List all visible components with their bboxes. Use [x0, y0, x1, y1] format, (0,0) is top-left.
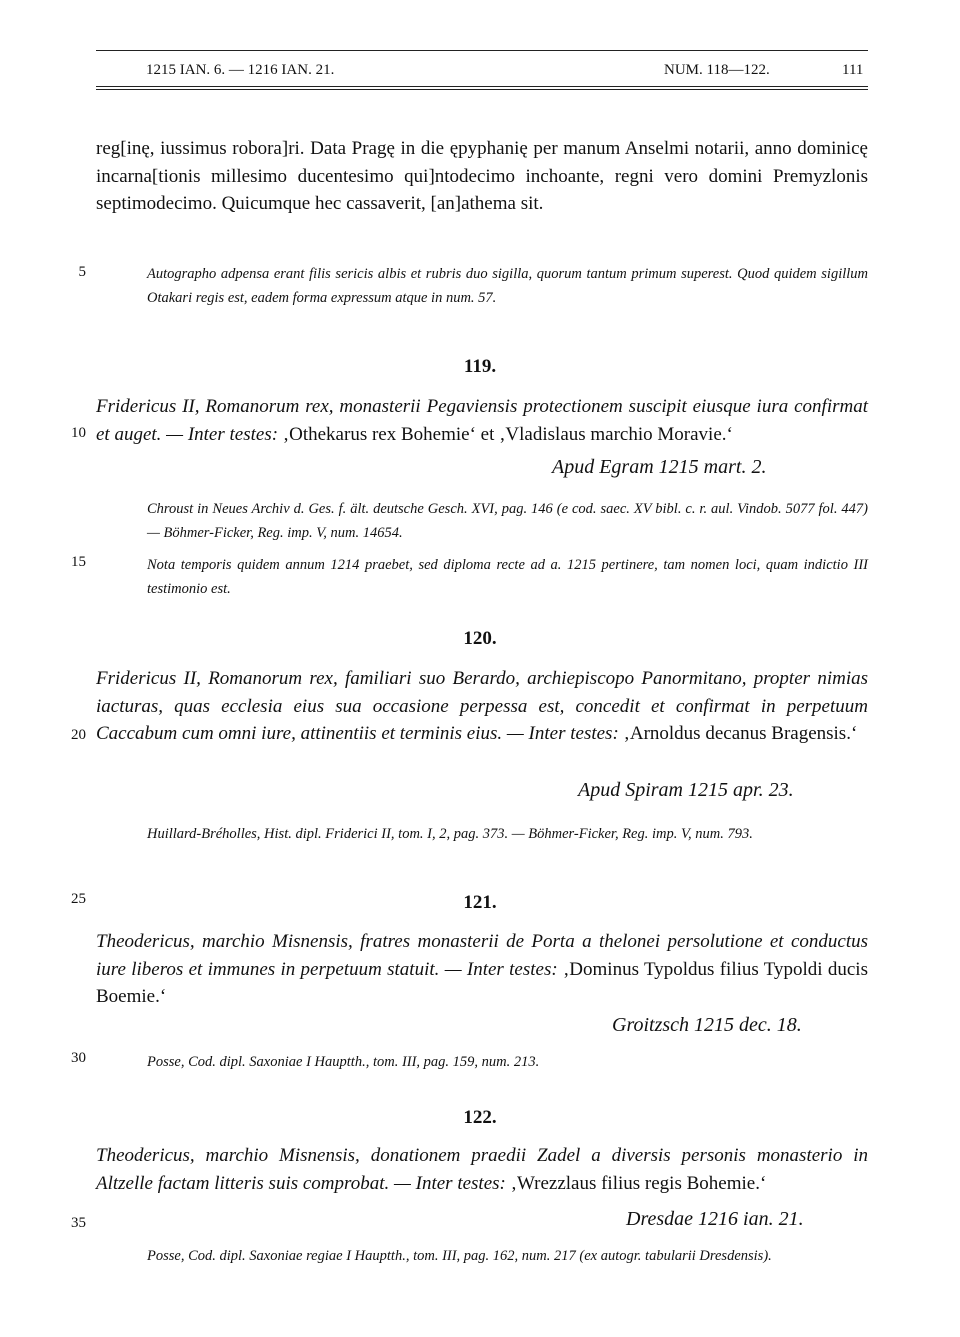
entry-summary: Theodericus, marchio Misnensis, fratres monasterii de Porta a thelonei persolutione et conductus iure liberos et immunes in perpetuum statuit. — Inter testes:: [96, 931, 868, 980]
entry-note: Nota temporis quidem annum 1214 praebet, sed diploma recte ad a. 1215 pertinere, tam nomen loci, quam indictio III testimonio est.: [147, 557, 868, 597]
entry-place-date: Groitzsch 1215 dec. 18.: [612, 1014, 802, 1036]
intro-text: reg[inę, iussimus robora]ri. Data Pragę in die ępyphanię per manum Anselmi notarii, anno dominicę incarna[tionis millesimo ducentesimo qui]ntodecimo inchoante, regni vero domini Premyzlonis septimodecimo. Quicumque hec cassaverit, [an]athema sit.: [96, 138, 868, 214]
line-number: 20: [71, 727, 86, 743]
entry-witness: ‚Arnoldus decanus Bragensis.‘: [623, 723, 858, 744]
entry-note: Huillard-Bréholles, Hist. dipl. Friderici II, tom. I, 2, pag. 373. — Böhmer-Ficker, Reg. imp. V, num. 793.: [147, 826, 753, 842]
entry-summary: Theodericus, marchio Misnensis, donationem praedii Zadel a diversis personis monasterio in Altzelle factam litteris suis comprobat. — Inter testes:: [96, 1145, 868, 1194]
header-date-range: 1215 IAN. 6. — 1216 IAN. 21.: [146, 62, 335, 78]
entry-number: 119.: [463, 356, 497, 377]
entry-witness: ‚Othekarus rex Bohemie‘ et ‚Vladislaus marchio Moravie.‘: [282, 423, 733, 445]
entry-place-date: Apud Egram 1215 mart. 2.: [552, 456, 767, 478]
entry-summary: Fridericus II, Romanorum rex, familiari suo Berardo, archiepiscopo Panormitano, propter nimias iacturas, quas ecclesia eius sua occasione perpessa est, concedit et confirmat in perpetuum Caccabum cum omni iure, attinentiis et terminis eius. — Inter testes:: [96, 668, 868, 744]
line-number: 10: [71, 425, 86, 441]
entry-note: Posse, Cod. dipl. Saxoniae regiae I Hauptth., tom. III, pag. 162, num. 217 (ex autogr. tabularii Dresdensis).: [147, 1248, 772, 1264]
header-bottom-rule: [96, 86, 868, 87]
header-bottom-rule-2: [96, 89, 868, 90]
header-top-rule: [96, 50, 868, 51]
entry-number: 121.: [463, 892, 497, 913]
entry-regest: [96, 393, 868, 448]
entry-number: 120.: [463, 628, 497, 649]
entry-note: Chroust in Neues Archiv d. Ges. f. ält. deutsche Gesch. XVI, pag. 146 (e cod. saec. XV bibl. c. r. aul. Vindob. 5077 fol. 447) — Böhmer-Ficker, Reg. imp. V, num. 14654.: [147, 501, 868, 541]
entry-number: 122.: [463, 1107, 497, 1128]
line-number: 5: [78, 264, 86, 280]
entry-summary: Fridericus II, Romanorum rex, monasterii Pegaviensis protectionem suscipit eiusque iura confirmat et auget. — Inter testes:: [96, 396, 868, 445]
entry-regest: [96, 665, 868, 748]
entry-regest: [96, 928, 868, 1011]
line-number: 15: [71, 554, 86, 570]
entry-regest: [96, 1142, 868, 1197]
entry-place-date: Dresdae 1216 ian. 21.: [626, 1208, 804, 1230]
entry-witness: ‚Wrezzlaus filius regis Bohemie.‘: [510, 1172, 767, 1194]
header-number-range: NUM. 118—122.: [664, 62, 770, 78]
intro-note: Autographo adpensa erant filis sericis albis et rubris duo sigilla, quorum tantum primum superest. Quod quidem sigillum Otakari regis est, eadem forma expressum atque in num. 57.: [147, 266, 868, 306]
entry-note: Posse, Cod. dipl. Saxoniae I Hauptth., tom. III, pag. 159, num. 213.: [147, 1054, 540, 1070]
entry-place-date: Apud Spiram 1215 apr. 23.: [578, 779, 794, 801]
page-number: 111: [842, 62, 864, 78]
line-number: 30: [71, 1050, 86, 1066]
line-number: 35: [71, 1215, 86, 1231]
entry-witness: ‚Dominus Typoldus filius Typoldi ducis Boemie.‘: [96, 958, 868, 1007]
line-number: 25: [71, 891, 86, 907]
